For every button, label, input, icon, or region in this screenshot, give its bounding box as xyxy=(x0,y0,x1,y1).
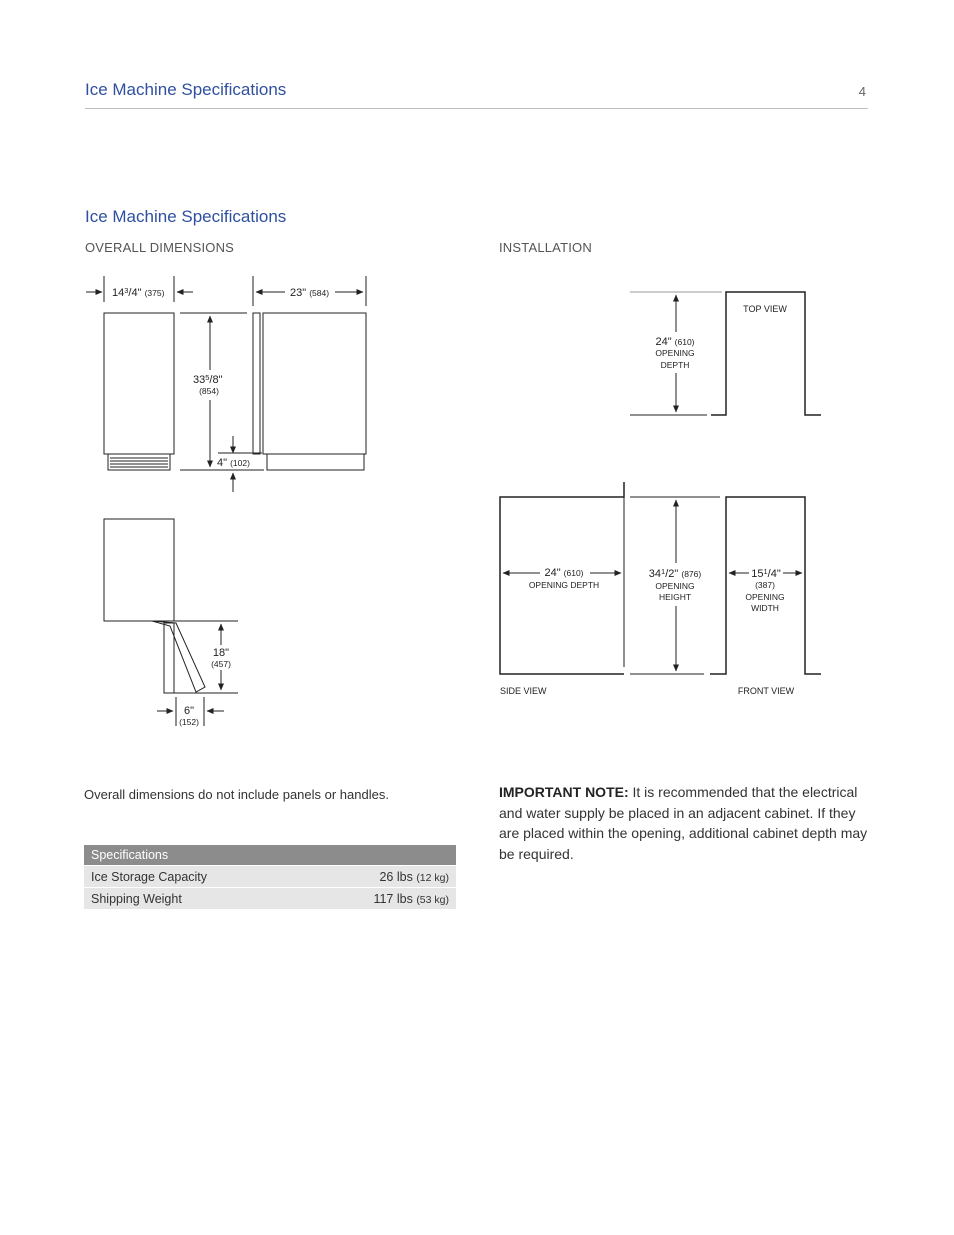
important-note-lead: IMPORTANT NOTE: xyxy=(499,784,629,800)
front-view-label: FRONT VIEW xyxy=(737,686,795,696)
top-view-depth-caption-1: OPENING xyxy=(655,348,695,358)
table-row xyxy=(84,866,456,888)
side-view-label: SIDE VIEW xyxy=(500,686,547,696)
side-view-height-label: $34^1/2$" (876) xyxy=(648,567,702,580)
side-view-height-caption-1: OPENING xyxy=(655,581,695,591)
spec-label: Shipping Weight xyxy=(84,888,304,910)
spec-label: Ice Storage Capacity xyxy=(84,866,304,888)
top-view-label: TOP VIEW xyxy=(743,304,787,314)
side-view-depth-caption: OPENING DEPTH xyxy=(528,580,600,590)
side-view-height-caption-2: HEIGHT xyxy=(658,592,692,602)
specifications-table xyxy=(84,845,456,909)
section-title: Ice Machine Specifications xyxy=(85,207,287,226)
width-dimension-label: $14^3/4$" (375) xyxy=(112,286,165,299)
important-note-text: It is recommended that the electrical and water supply be placed in an adjacent cabinet. If they are placed within the opening, additional cabinet depth may be required. xyxy=(499,784,868,862)
page-number: 4 xyxy=(858,84,866,99)
front-view-width-caption-1: OPENING xyxy=(745,592,785,602)
specifications-table-header: Specifications xyxy=(84,845,456,866)
top-view-depth-caption-2: DEPTH xyxy=(660,360,690,370)
top-view-depth-label: 24" (610) xyxy=(655,336,695,348)
spec-value: 26 lbs (12 kg) xyxy=(304,866,456,888)
dimensions-note: Overall dimensions do not include panels or handles. xyxy=(84,787,389,802)
door-thickness-label: 6" xyxy=(183,705,195,717)
door-thickness-metric: (152) xyxy=(179,717,199,727)
important-note xyxy=(499,782,879,864)
height-dimension-metric: (854) xyxy=(199,386,219,396)
table-row xyxy=(84,888,456,910)
height-dimension-label: $33^5/8$" xyxy=(193,373,223,386)
front-view-width-metric: (387) xyxy=(755,580,775,590)
installation-heading: INSTALLATION xyxy=(499,240,592,255)
door-swing-label: 18" xyxy=(212,647,230,659)
depth-dimension-label: 23" (584) xyxy=(290,287,330,299)
front-view-width-caption-2: WIDTH xyxy=(751,603,779,613)
page-header-title: Ice Machine Specifications xyxy=(85,80,287,99)
toe-dimension-label: 4" (102) xyxy=(217,457,250,469)
front-view-width-label: $15^1/4$" xyxy=(751,567,781,580)
overall-dimensions-heading: OVERALL DIMENSIONS xyxy=(85,240,235,255)
door-swing-metric: (457) xyxy=(211,659,231,669)
spec-value: 117 lbs (53 kg) xyxy=(304,888,456,910)
side-view-depth-label: 24" (610) xyxy=(544,567,584,579)
